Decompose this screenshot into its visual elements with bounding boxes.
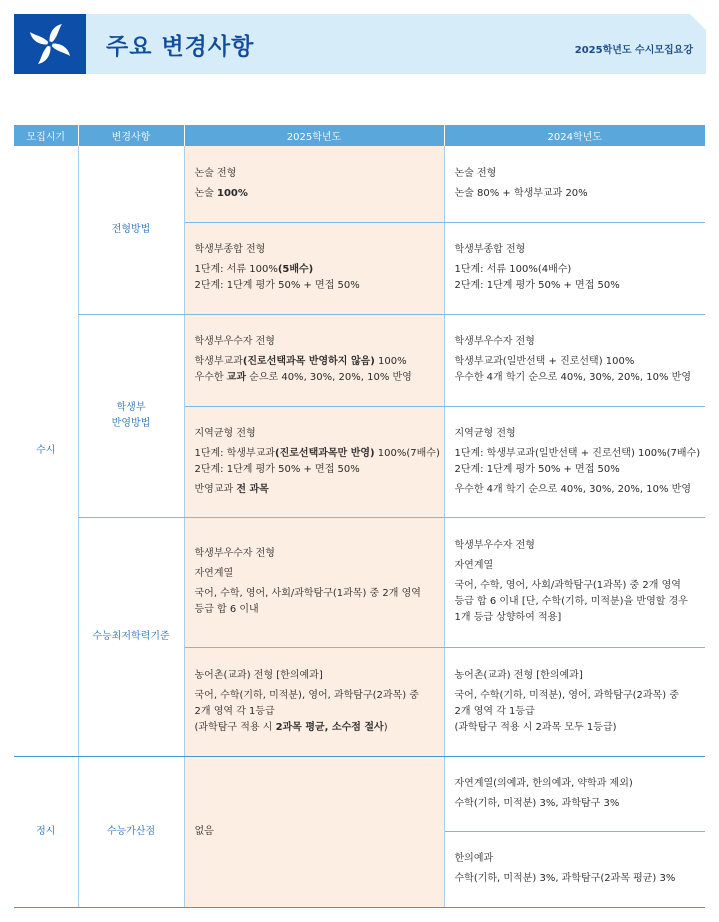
pinwheel-icon [14, 14, 86, 74]
bold-text: 교과 [226, 372, 246, 383]
category-label: 학생부 [116, 401, 146, 413]
cell-line: 1단계: 학생부교과(일반선택 + 진로선택) 100%(7배수) [454, 447, 701, 459]
text: 학생부교과 [194, 356, 243, 367]
cell-title: 논술 전형 [194, 167, 237, 179]
cell-value: 없음 [194, 825, 214, 837]
table-row [14, 517, 705, 647]
cell-line: 2개 영역 각 1등급 [194, 705, 275, 717]
cell-line: 우수한 4개 학기 순으로 40%, 30%, 20%, 10% 반영 [454, 483, 691, 495]
cell-2025-excellent [184, 314, 444, 406]
cell-title: 학생부우수자 전형 [194, 548, 275, 559]
logo-box [14, 14, 86, 74]
cell-line [195, 370, 444, 386]
column-header-2024: 2024학년도 [444, 125, 705, 146]
cell-line [195, 186, 444, 202]
cell-2025-essay [184, 146, 444, 222]
period-label: 정시 [36, 825, 56, 837]
category-label: 반영방법 [111, 417, 151, 429]
cell-2025-rural [184, 647, 444, 756]
cell-line [195, 720, 444, 736]
cell-line: 2단계: 1단계 평가 50% + 면접 50% [454, 463, 620, 475]
cell-title: 학생부우수자 전형 [454, 336, 535, 347]
cell-title: 논술 전형 [454, 167, 497, 179]
cell-2025-bonus [184, 756, 444, 907]
text: 반영교과 [194, 483, 237, 495]
cell-title: 지역균형 전형 [194, 427, 256, 439]
text: 1단계: 학생부교과 [194, 447, 276, 459]
cell-line: 국어, 수학, 영어, 사회/과학탐구(1과목) 중 2개 영역 [194, 588, 421, 599]
cell-line [195, 262, 444, 278]
cell-line: 등급 합 6 이내 [194, 604, 259, 615]
cell-2024-rural [444, 647, 705, 756]
page-header [0, 14, 719, 74]
cell-line: 2단계: 1단계 평가 50% + 면접 50% [194, 463, 360, 475]
page-title: 주요 변경사항 [106, 34, 255, 60]
cell-title: 학생부종합 전형 [454, 244, 526, 255]
period-jeongsi [14, 756, 78, 907]
cell-2024-bonus-oriental-medicine [444, 831, 705, 907]
cell-line: 자연계열 [454, 560, 494, 571]
cell-2025-comprehensive [184, 222, 444, 314]
cell-line: 국어, 수학(기하, 미적분), 영어, 과학탐구(2과목) 중 [194, 689, 419, 701]
cell-title: 지역균형 전형 [454, 427, 516, 439]
cell-2024-csat-excellent [444, 517, 705, 647]
cell-line: 수학(기하, 미적분) 3%, 과학탐구(2과목 평균) 3% [454, 873, 676, 884]
text: 1단계: 서류 100% [194, 264, 278, 275]
category-bonus [78, 756, 184, 907]
text: 논술 [194, 187, 217, 199]
text: ) [383, 721, 388, 733]
cell-line: 2단계: 1단계 평가 50% + 면접 50% [454, 280, 620, 291]
category-record [78, 314, 184, 517]
cell-line: 자연계열 [194, 568, 234, 579]
cell-line: 수학(기하, 미적분) 3%, 과학탐구 3% [454, 797, 620, 809]
cell-2025-csat-excellent [184, 517, 444, 647]
cell-2024-comprehensive [444, 222, 705, 314]
cell-title: 학생부우수자 전형 [194, 336, 275, 347]
period-susi [14, 146, 78, 756]
category-min-score [78, 517, 184, 756]
guide-title: 2025학년도 수시모집요강 [574, 45, 693, 56]
cell-title: 자연계열(의예과, 한의예과, 약학과 제외) [454, 777, 633, 789]
cell-2024-bonus-natural [444, 756, 705, 831]
cell-line [195, 354, 444, 370]
cell-line: 국어, 수학(기하, 미적분), 영어, 과학탐구(2과목) 중 [454, 689, 679, 701]
cell-2025-regional [184, 406, 444, 517]
cell-line: 2개 영역 각 1등급 [454, 705, 535, 717]
text: (과학탐구 적용 시 [194, 721, 276, 733]
cell-line: (과학탐구 적용 시 2과목 모두 1등급) [454, 721, 617, 733]
cell-line: 1단계: 서류 100%(4배수) [454, 264, 572, 275]
period-label: 수시 [36, 444, 56, 456]
cell-title: 한의예과 [454, 853, 494, 864]
cell-line: 1개 등급 상향하여 적용] [454, 612, 562, 623]
bold-text: (진로선택과목만 반영) [275, 447, 375, 459]
cell-line: 등급 합 6 이내 [단, 수학(기하, 미적분)을 반영할 경우 [454, 596, 688, 607]
bold-text: 100% [217, 187, 248, 199]
table-row [14, 756, 705, 831]
category-label: 전형방법 [111, 223, 151, 235]
cell-line: 국어, 수학, 영어, 사회/과학탐구(1과목) 중 2개 영역 [454, 580, 681, 591]
text: 순으로 40%, 30%, 20%, 10% 반영 [246, 372, 412, 383]
cell-2024-essay [444, 146, 705, 222]
cell-title: 농어촌(교과) 전형 [한의예과] [194, 669, 323, 681]
cell-line [195, 482, 444, 498]
column-header-period: 모집시기 [14, 125, 78, 146]
cell-line: 논술 80% + 학생부교과 20% [454, 187, 588, 199]
cell-line [195, 446, 444, 462]
bold-text: 전 과목 [236, 483, 269, 495]
cell-title: 농어촌(교과) 전형 [한의예과] [454, 669, 583, 681]
text: 100%(7배수) [374, 447, 440, 459]
bold-text: (진로선택과목 반영하지 않음) [242, 356, 375, 367]
text: 100% [374, 356, 407, 367]
category-label: 수능가산점 [106, 825, 156, 837]
cell-line: 2단계: 1단계 평가 50% + 면접 50% [194, 280, 360, 291]
cell-line: 우수한 4개 학기 순으로 40%, 30%, 20%, 10% 반영 [454, 372, 691, 383]
table-header-row [14, 125, 705, 146]
column-header-2025: 2025학년도 [184, 125, 444, 146]
bold-text: (5배수) [277, 264, 314, 275]
category-method [78, 146, 184, 314]
cell-2024-excellent [444, 314, 705, 406]
cell-title: 학생부우수자 전형 [454, 540, 535, 551]
cell-line: 학생부교과(일반선택 + 진로선택) 100% [454, 356, 635, 367]
table-row [14, 314, 705, 406]
cell-2024-regional [444, 406, 705, 517]
category-label: 수능최저학력기준 [92, 630, 170, 642]
cell-title: 학생부종합 전형 [194, 244, 266, 255]
text: 우수한 [194, 372, 227, 383]
changes-table [14, 125, 705, 908]
column-header-change: 변경사항 [78, 125, 184, 146]
table-row [14, 146, 705, 222]
bold-text: 2과목 평균, 소수점 절사 [275, 721, 384, 733]
